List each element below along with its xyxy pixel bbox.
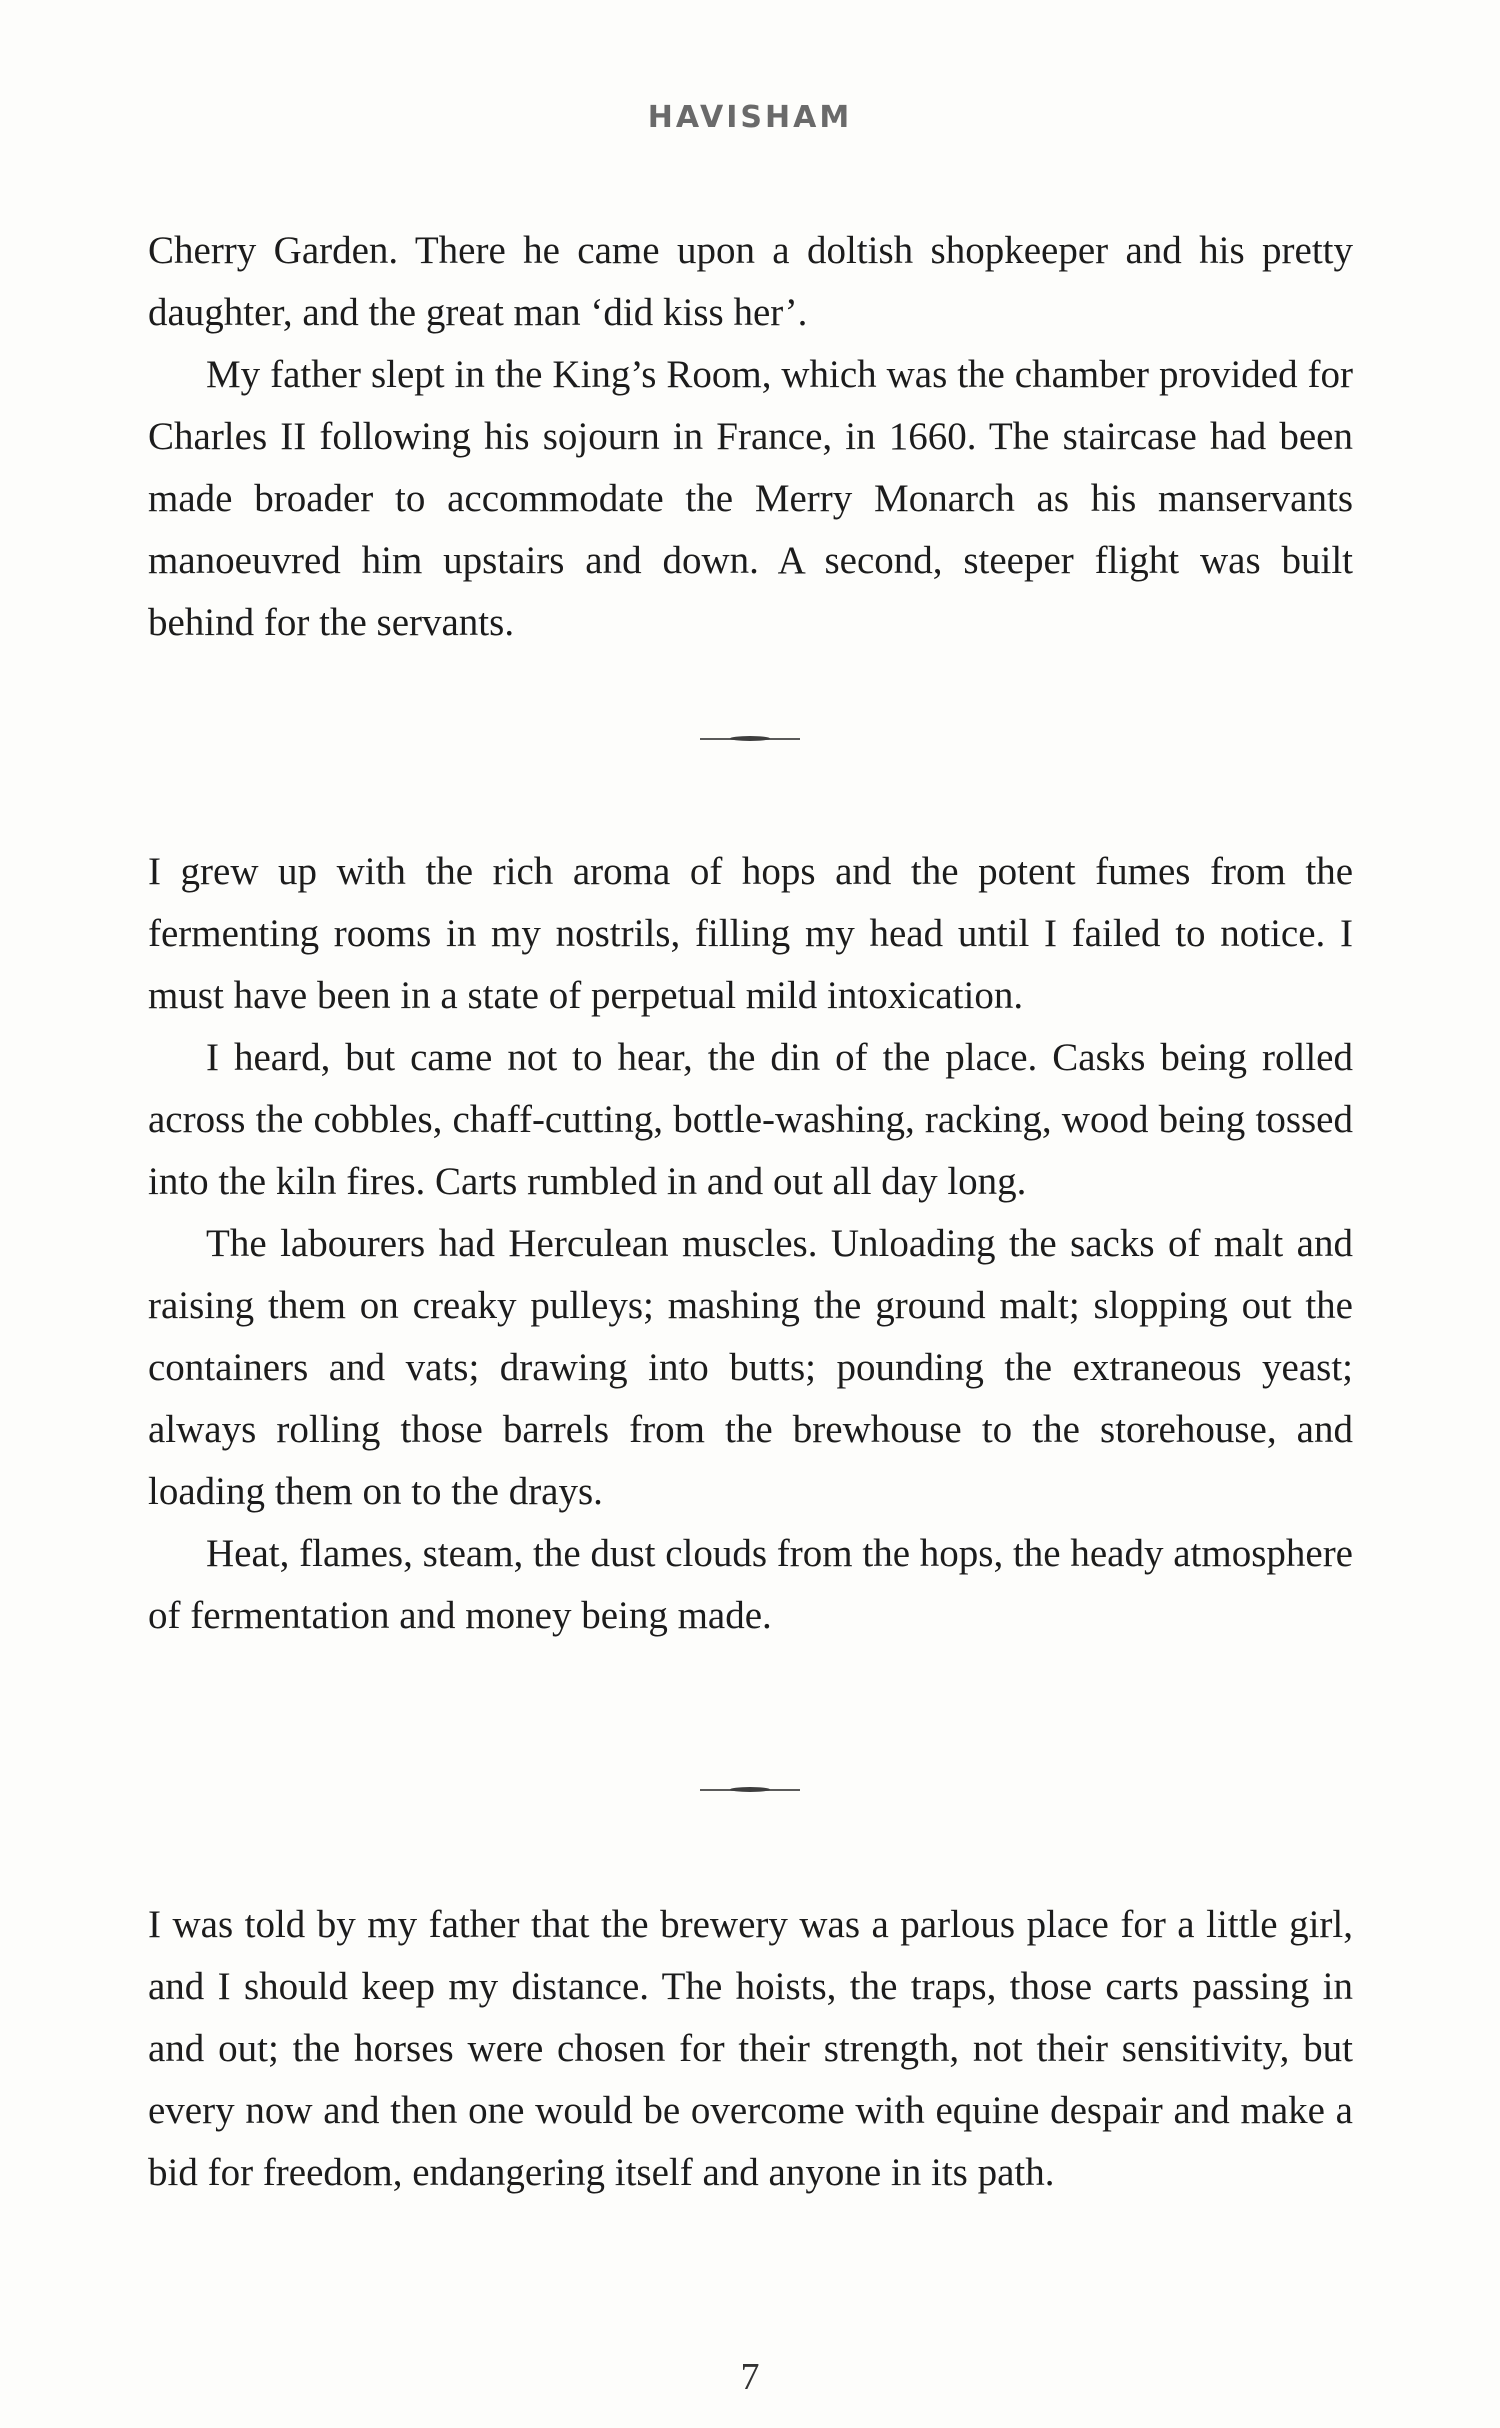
page-number: 7 <box>740 2356 760 2398</box>
paragraph: Heat, flames, steam, the dust clouds from the hops, the heady atmosphere of fermentation and money being made. <box>148 1532 1353 1637</box>
paragraph: I was told by my father that the brewery was a parlous place for a little girl, and I should keep my distance. The hoists, the traps, those carts passing in and out; the horses were chosen for their strength, not their sensitivity, but every now and then one would be overcome with equine despair and make a bid for freedom, endangering itself and anyone in its path. <box>148 1903 1353 2194</box>
paragraph: The labourers had Herculean muscles. Unloading the sacks of malt and raising them on creaky pulleys; mashing the ground malt; slopping out the containers and vats; drawing into butts; pounding the extraneous yeast; always rolling those barrels from the brewhouse to the storehouse, and loading them on to the drays. <box>148 1222 1353 1513</box>
paragraph: I heard, but came not to hear, the din of the place. Casks being rolled across the cobbles, chaff-cutting, bottle-washing, racking, wood being tossed into the kiln fires. Carts rumbled in and out all day long. <box>148 1036 1353 1203</box>
paragraph: Cherry Garden. There he came upon a doltish shopkeeper and his pretty daughter, and the great man ‘did kiss her’. <box>148 229 1353 334</box>
text-section-3 <box>148 1894 1353 2204</box>
text-section-1 <box>148 220 1353 654</box>
text-section-2 <box>148 841 1353 1647</box>
section-break-ornament <box>700 735 800 743</box>
section-break-ornament <box>700 1786 800 1794</box>
paragraph: I grew up with the rich aroma of hops and the potent fumes from the fermenting rooms in my nostrils, filling my head until I failed to notice. I must have been in a state of perpetual mild intoxication. <box>148 850 1353 1017</box>
running-head: HAVISHAM <box>647 100 853 135</box>
paragraph: My father slept in the King’s Room, which was the chamber provided for Charles II following his sojourn in France, in 1660. The staircase had been made broader to accommodate the Merry Monarch as his manservants manoeuvred him upstairs and down. A second, steeper flight was built behind for the servants. <box>148 353 1353 644</box>
